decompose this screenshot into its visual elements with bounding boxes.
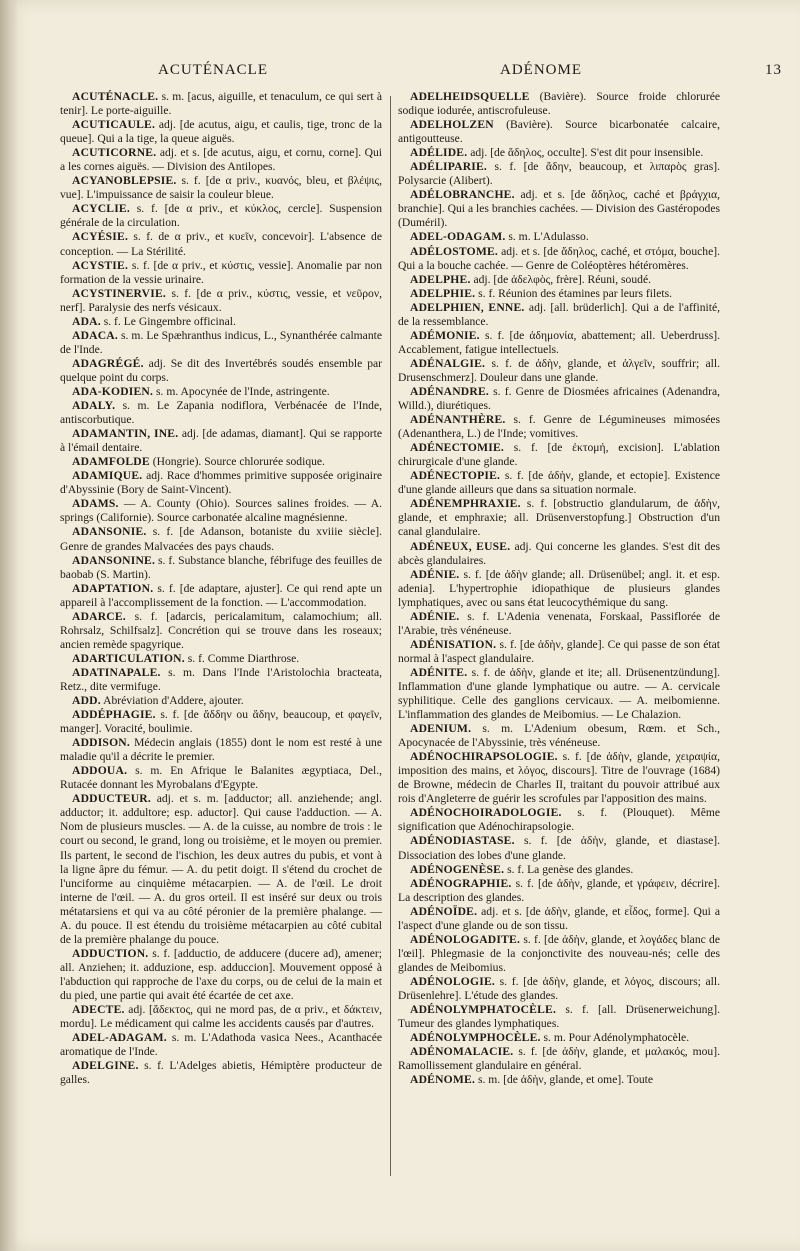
entry-headword: ADÉNECTOPIE. xyxy=(410,469,501,483)
entry-headword: ADA-KODIEN. xyxy=(72,384,154,398)
entry-definition: adj. Race d'hommes primitive supposée originaire d'Abyssinie (Bory de Saint-Vincent). xyxy=(60,469,382,497)
entry-definition: s. f. [de α priv., κυανός, bleu, et βλέψις, vue]. L'impuissance de saisir la couleur bleue. xyxy=(60,174,382,202)
dictionary-entry xyxy=(398,245,720,273)
header-last-entry: ADÉNOME xyxy=(500,62,582,78)
dictionary-entry xyxy=(398,806,720,834)
entry-headword: ACYSTIE. xyxy=(72,258,129,272)
dictionary-entry xyxy=(398,933,720,975)
entry-definition: (Bavière). Source froide chlorurée sodique iodurée, antiscrofuleuse. xyxy=(398,90,720,118)
dictionary-entry xyxy=(398,877,720,905)
entry-headword: ADÉNOCHOIRADOLOGIE. xyxy=(410,806,562,820)
entry-definition: s. f. [de ἐκτομή, excision]. L'ablation chirurgicale d'une glande. xyxy=(398,441,720,469)
entry-headword: ADÉLOBRANCHE. xyxy=(410,188,515,202)
entry-headword: ADÉNOLYMPHATOCÈLE. xyxy=(410,1003,557,1017)
entry-headword: ADÉNODIASTASE. xyxy=(410,834,515,848)
entry-headword: ADDOUA. xyxy=(72,764,128,778)
dictionary-entry xyxy=(398,413,720,441)
entry-definition: Abréviation d'Addere, ajouter. xyxy=(103,694,244,708)
entry-definition: s. f. de α priv., et κυεῖν, concevoir]. L'absence de conception. — La Stérilité. xyxy=(60,230,382,258)
entry-headword: ADARCE. xyxy=(72,609,126,623)
entry-headword: ADÉNALGIE. xyxy=(410,356,486,370)
entry-headword: ADÉNOGENÈSE. xyxy=(410,862,505,876)
entry-definition: adj. et s. [de ἄδηλος, caché et βράγχια, branchie]. Qui a les branchies cachées. — Division des Gastéropodes (Duméril). xyxy=(398,188,721,230)
dictionary-entry xyxy=(398,357,720,385)
entry-definition: s. f. Réunion des étamines par leurs filets. xyxy=(478,286,672,300)
entry-headword: ADÉNISATION. xyxy=(410,637,497,651)
entry-headword: ADELPHIE. xyxy=(410,286,476,300)
page-number: 13 xyxy=(765,62,782,78)
entry-headword: ADD. xyxy=(72,694,101,708)
entry-definition: adj. et s. m. [adductor; all. anziehende; angl. adductor; it. addultore; esp. aductor]. Qui cause l'adduction. — A. Nom de plusieurs muscles. — A. de la cuisse, au nombre de trois : le court ou second, le grand, long ou troisième, et le moyen ou premier. Ils partent, le second de l'ischion, les deux autres du pubis, et vont à la ligne âpre du fémur. — A. du petit doigt. Il s'étend du crochet de l'unciforme au cinquième métacarpien. — A. de l'œil. Le droit interne de l'œil. — A. du gros orteil. Il est inséré sur deux ou trois métatarsiens et qui va au côté péronier de la première phalange. — A. du pouce. Il est étendu du troisième métacarpien au côté cubital de la première phalange du pouce. xyxy=(60,792,382,946)
entry-definition: — A. County (Ohio). Sources salines froides. — A. springs (Californie). Source carbonatée alcaline magnésienne. xyxy=(60,497,382,525)
dictionary-entry xyxy=(398,722,720,750)
header-first-entry: ACUTÉNACLE xyxy=(158,62,268,78)
entry-definition: s. f. [adductio, de adducere (ducere ad), amener; all. Anziehen; it. adduzione, esp. adduccion]. Mouvement opposé à l'abduction qui rapproche de l'axe du corps, ou de celui de la main et du pied, une partie qui avait été écartée de cet axe. xyxy=(60,946,382,1002)
entry-headword: ADAMFOLDE xyxy=(72,455,150,469)
entry-definition: s. f. [adarcis, pericalamitum, calamochium; all. Rohrsalz, Schilfsalz]. Concrétion qui se trouve dans les roseaux; ancien remède spagyrique. xyxy=(60,609,382,651)
dictionary-entry xyxy=(398,905,720,933)
dictionary-entry xyxy=(398,750,720,806)
entry-definition: (Hongrie). Source chlorurée sodique. xyxy=(152,455,325,469)
entry-definition: s. f. [de ἀδὴν glande; all. Drüsenübel; angl. it. et esp. adenia]. L'hypertrophie idiopathique de plusieurs glandes lymphatiques, avec ou sans état leucocythémique du sang. xyxy=(398,567,721,609)
entry-definition: s. f. Genre de Diosmées africaines (Adenandra, Willd.), diurétiques. xyxy=(398,384,720,413)
dictionary-entry xyxy=(60,399,382,427)
entry-definition: adj. et s. [de acutus, aigu, et cornu, corne]. Qui a les cornes aiguës. — Division des Antilopes. xyxy=(60,146,382,174)
dictionary-entry xyxy=(60,357,382,385)
entry-headword: ADEL-ODAGAM. xyxy=(410,230,506,244)
right-column xyxy=(398,90,720,1087)
dictionary-entry xyxy=(60,315,382,329)
entry-headword: ADÉNOMALACIE. xyxy=(410,1045,514,1059)
dictionary-entry xyxy=(60,329,382,357)
entry-definition: adj. [de ἄδηλος, occulte]. S'est dit pour insensible. xyxy=(470,146,704,160)
dictionary-entry xyxy=(398,329,720,357)
dictionary-entry xyxy=(60,497,382,525)
dictionary-entry xyxy=(60,202,382,230)
entry-definition: Médecin anglais (1855) dont le nom est resté à une maladie qu'il a décrite le premier. xyxy=(60,736,382,764)
dictionary-entry xyxy=(60,90,382,118)
dictionary-entry xyxy=(60,455,382,469)
dictionary-entry xyxy=(60,525,382,553)
entry-headword: ADÉLIPARIE. xyxy=(410,160,488,174)
dictionary-entry xyxy=(60,792,382,947)
dictionary-entry xyxy=(398,834,720,862)
entry-headword: ADECTE. xyxy=(72,1003,125,1017)
entry-headword: ADÉMONIE. xyxy=(410,328,480,342)
entry-headword: ADELGINE. xyxy=(72,1059,139,1073)
entry-definition: s. f. [de α priv., et κύκλος, cercle]. Suspension générale de la circulation. xyxy=(60,202,382,230)
entry-definition: s. f. [de Adanson, botaniste du xviiie siècle]. Genre de grandes Malvacées des pays chauds. xyxy=(60,525,382,553)
entry-definition: adj. [de adamas, diamant]. Qui se rapporte à l'émail dentaire. xyxy=(60,427,382,455)
entry-headword: ADAMS. xyxy=(72,497,119,511)
entry-definition: s. f. [de ἀδὴν, glande, et μαλακός, mou]. Ramollissement glandulaire en général. xyxy=(398,1045,720,1073)
entry-definition: s. f. [de ἀδὴν, glande, et ectopie]. Existence d'une glande ailleurs que dans sa situation normale. xyxy=(398,469,720,497)
dictionary-entry xyxy=(398,160,720,188)
entry-headword: ADA. xyxy=(72,314,101,328)
entry-definition: s. f. [de α priv., et κύστις, vessie]. Anomalie par non formation de la vessie urinaire. xyxy=(60,258,382,286)
dictionary-entry xyxy=(398,666,720,722)
entry-headword: ADELHEIDSQUELLE xyxy=(410,90,530,103)
dictionary-entry xyxy=(398,540,720,568)
dictionary-entry xyxy=(60,582,382,610)
entry-headword: ADELPHE. xyxy=(410,272,471,286)
dictionary-entry xyxy=(60,708,382,736)
entry-definition: s. m. Pour Adénolymphatocèle. xyxy=(543,1031,690,1045)
entry-headword: ACYÉSIE. xyxy=(72,230,129,244)
entry-definition: s. m. [de ἀδὴν, glande, et ome]. Toute xyxy=(477,1073,654,1087)
entry-headword: ADDUCTION. xyxy=(72,946,149,960)
dictionary-entry xyxy=(398,1073,720,1087)
entry-headword: ACUTÉNACLE. xyxy=(72,90,159,103)
entry-headword: ADÉNOLOGADITE. xyxy=(410,932,521,946)
entry-definition: s. f. Comme Diarthrose. xyxy=(187,651,300,665)
dictionary-entry xyxy=(60,287,382,315)
entry-definition: s. m. [acus, aiguille, et tenaculum, ce qui sert à tenir]. Le porte-aiguille. xyxy=(60,90,382,118)
entry-definition: s. f. de ἀδὴν, glande et ite; all. Drüsenentzündung]. Inflammation d'une glande lymphatique ou autre. — A. cervicale syphilitique. Celle des ganglions cervicaux. — A. meibomienne. L'inflammation des glandes de Meibomius. — Le Chalazion. xyxy=(398,665,720,722)
entry-headword: ADARTICULATION. xyxy=(72,651,185,665)
dictionary-entry xyxy=(398,118,720,146)
running-header xyxy=(60,62,782,82)
column-divider xyxy=(390,96,391,1176)
entry-headword: ACUTICORNE. xyxy=(72,146,157,160)
dictionary-entry xyxy=(60,146,382,174)
entry-definition: s. f. [de adaptare, ajuster]. Ce qui rend apte un appareil à l'accomplissement de la fonction. — L'accommodation. xyxy=(60,581,383,609)
entry-headword: ADÉNOLOGIE. xyxy=(410,974,495,988)
entry-headword: ADELPHIEN, ENNE. xyxy=(410,300,525,314)
entry-headword: ADACA. xyxy=(72,328,118,342)
entry-headword: ACYSTINERVIE. xyxy=(72,286,166,300)
dictionary-entry xyxy=(60,652,382,666)
entry-definition: s. f. Genre de Légumineuses mimosées (Adenanthera, L.) de l'Inde; vomitives. xyxy=(398,413,721,441)
dictionary-entry xyxy=(60,230,382,258)
dictionary-entry xyxy=(398,1045,720,1073)
dictionary-entry xyxy=(60,1059,382,1087)
entry-headword: ADÉLOSTOME. xyxy=(410,244,498,258)
dictionary-entry xyxy=(398,188,720,230)
entry-headword: ADAGRÉGÉ. xyxy=(72,356,144,370)
entry-definition: s. m. Le Spæhranthus indicus, L., Synanthérée calmante de l'Inde. xyxy=(60,328,382,356)
dictionary-entry xyxy=(398,1031,720,1045)
dictionary-entry xyxy=(60,385,382,399)
dictionary-entry xyxy=(398,1003,720,1031)
entry-headword: ADÉNOME. xyxy=(410,1073,476,1087)
entry-definition: s. f. [all. Drüsenerweichung]. Tumeur des glandes lymphatiques. xyxy=(398,1003,720,1031)
entry-definition: s. f. (Plouquet). Même signification que Adénochirapsologie. xyxy=(398,806,720,834)
entry-definition: s. f. La genèse des glandes. xyxy=(507,862,634,876)
entry-definition: s. m. Apocynée de l'Inde, astringente. xyxy=(156,384,330,398)
entry-definition: s. f. [de ἀδημονία, abattement; all. Ueberdruss]. Accablement, fatigue intellectuels. xyxy=(398,328,720,356)
entry-headword: ADDISON. xyxy=(72,736,130,750)
entry-definition: s. f. de ἀδὴν, glande, et ἀλγεῖν, souffrir; all. Drusenschmerz]. Douleur dans une glande. xyxy=(398,356,720,384)
entry-headword: ADÉNITE. xyxy=(410,665,468,679)
dictionary-entry xyxy=(398,975,720,1003)
entry-headword: ADDÉPHAGIE. xyxy=(72,708,156,722)
dictionary-entry xyxy=(60,174,382,202)
dictionary-entry xyxy=(60,947,382,1003)
dictionary-entry xyxy=(60,427,382,455)
entry-definition: s. f. L'Adenia venenata, Forskaal, Passiflorée de l'Arabie, très vénéneuse. xyxy=(398,609,720,637)
entry-definition: s. f. [de ἀδὴν, glande]. Ce qui passe de son état normal à l'aspect glandulaire. xyxy=(398,637,721,665)
entry-headword: ADÉLIDE. xyxy=(410,146,468,160)
dictionary-entry xyxy=(398,497,720,539)
entry-definition: s. m. En Afrique le Balanites ægyptiaca, Del., Rutacée donnant les Myrobalans d'Egypte. xyxy=(60,764,382,792)
entry-definition: s. f. [de ἄδδην ou ἄδην, beaucoup, et φαγεῖν, manger]. Voracité, boulimie. xyxy=(60,708,382,736)
entry-definition: adj. et s. [de ἀδὴν, glande, et εἶδος, forme]. Qui a l'aspect d'une glande ou de son tissu. xyxy=(398,904,720,932)
dictionary-entry xyxy=(398,230,720,244)
dictionary-entry xyxy=(398,610,720,638)
dictionary-entry xyxy=(398,638,720,666)
dictionary-entry xyxy=(60,764,382,792)
entry-headword: ADÉNOLYMPHOCÈLE. xyxy=(410,1031,541,1045)
entry-definition: adj. et s. [de ἄδηλος, caché, et στόμα, bouche]. Qui a la bouche cachée. — Genre de Coléoptères hétéromères. xyxy=(398,244,720,272)
entry-definition: s. f. Le Gingembre officinal. xyxy=(103,314,236,328)
entry-headword: ADELHOLZEN xyxy=(410,118,494,132)
entry-definition: s. m. Le Zapania nodiflora, Verbénacée de l'Inde, antiscorbutique. xyxy=(60,399,382,427)
entry-headword: ADENIUM. xyxy=(410,722,472,736)
entry-definition: s. f. [de ἀδὴν, glande, et diastase]. Dissociation des lobes d'une glande. xyxy=(398,834,720,862)
dictionary-entry xyxy=(60,694,382,708)
entry-definition: s. f. [de ἀδὴν, glande, χειραψία, imposition des mains, et λόγος, discours]. Titre de l'ouvrage (1684) de Browne, médecin de Charles II, traitant du pouvoir attribué aux rois d'Angleterre de guérir les scrofules par l'apposition des mains. xyxy=(398,750,720,806)
dictionary-entry xyxy=(398,441,720,469)
dictionary-entry xyxy=(60,259,382,287)
dictionary-entry xyxy=(398,385,720,413)
entry-definition: s. f. [de ἀδὴν, glande, et λογάδες blanc de l'œil]. Phlegmasie de la conjonctivite des nouveau-nés; celle des glandes de Meibomius. xyxy=(398,932,720,974)
entry-headword: ACUTICAULE. xyxy=(72,118,156,132)
dictionary-entry xyxy=(60,554,382,582)
entry-definition: adj. [de acutus, aigu, et caulis, tige, tronc de la queue]. Qui a la tige, la queue aiguës. xyxy=(60,118,382,146)
entry-definition: s. m. L'Adulasso. xyxy=(508,230,589,244)
dictionary-entry xyxy=(60,118,382,146)
entry-definition: s. f. L'Adelges abietis, Hémiptère producteur de galles. xyxy=(60,1059,382,1087)
entry-headword: ADÉNANTHÈRE. xyxy=(410,413,506,427)
entry-headword: ADÉNOÏDE. xyxy=(410,904,478,918)
entry-headword: ADÉNEUX, EUSE. xyxy=(410,539,511,553)
entry-definition: adj. [all. brüderlich]. Qui a de l'affinité, de la ressemblance. xyxy=(398,300,720,328)
entry-definition: adj. [ἄδεκτος, qui ne mord pas, de α priv., et δάκτειν, mordu]. Le médicament qui calme les accidents causés par d'autres. xyxy=(60,1003,382,1031)
entry-headword: ADÉNIE. xyxy=(410,567,460,581)
entry-definition: s. m. Dans l'Inde l'Aristolochia bracteata, Retz., dite vermifuge. xyxy=(60,665,382,693)
dictionary-entry xyxy=(60,736,382,764)
entry-headword: ADÉNECTOMIE. xyxy=(410,441,504,455)
entry-headword: ADÉNEMPHRAXIE. xyxy=(410,497,521,511)
entry-headword: ACYCLIE. xyxy=(72,202,130,216)
dictionary-entry xyxy=(60,666,382,694)
dictionary-entry xyxy=(60,1003,382,1031)
dictionary-entry xyxy=(398,863,720,877)
dictionary-entry xyxy=(398,273,720,287)
entry-definition: s. f. [de ἄδην, beaucoup, et λιπαρὸς gras]. Polysarcie (Alibert). xyxy=(398,160,721,188)
entry-definition: adj. Se dit des Invertébrés soudés ensemble par quelque point du corps. xyxy=(60,356,382,384)
entry-definition: s. f. Substance blanche, fébrifuge des feuilles de baobab (S. Martin). xyxy=(60,553,382,581)
entry-headword: ADÉNOCHIRAPSOLOGIE. xyxy=(410,750,558,764)
entry-headword: ADATINAPALE. xyxy=(72,665,161,679)
entry-definition: s. m. L'Adenium obesum, Rœm. et Sch., Apocynacée de l'Abyssinie, très vénéneuse. xyxy=(398,722,720,750)
entry-definition: (Bavière). Source bicarbonatée calcaire, antigoutteuse. xyxy=(398,118,720,146)
dictionary-entry xyxy=(398,469,720,497)
book-spine-shadow xyxy=(0,0,18,1251)
entry-headword: ADDUCTEUR. xyxy=(72,792,151,806)
entry-definition: s. f. [obstructio glandularum, de ἀδὴν, glande, et emphraxie; all. Drüsenverstopfung.] Obstruction d'un canal glandulaire. xyxy=(398,497,720,539)
entry-headword: ADANSONINE. xyxy=(72,553,156,567)
entry-headword: ADÉNANDRE. xyxy=(410,384,489,398)
entry-definition: s. f. [de ἀδὴν, glande, et λόγος, discours; all. Drüsenlehre]. L'étude des glandes. xyxy=(398,974,721,1002)
dictionary-entry xyxy=(60,610,382,652)
dictionary-entry xyxy=(398,301,720,329)
dictionary-entry xyxy=(398,287,720,301)
entry-headword: ADALY. xyxy=(72,399,116,413)
entry-definition: adj. Qui concerne les glandes. S'est dit des abcès glandulaires. xyxy=(398,539,720,567)
dictionary-entry xyxy=(60,469,382,497)
entry-headword: ADAMANTIN, INE. xyxy=(72,427,179,441)
entry-headword: ADAPTATION. xyxy=(72,581,154,595)
dictionary-entry xyxy=(60,1031,382,1059)
entry-definition: s. f. [de ἀδὴν, glande, et γράφειν, décrire]. La description des glandes. xyxy=(398,876,720,904)
dictionary-entry xyxy=(398,90,720,118)
entry-definition: s. m. L'Adathoda vasica Nees., Acanthacée aromatique de l'Inde. xyxy=(60,1031,382,1059)
entry-headword: ADÉNOGRAPHIE. xyxy=(410,876,512,890)
entry-definition: s. f. [de α priv., κύστις, vessie, et νεῦρον, nerf]. Paralysie des nerfs vésicaux. xyxy=(60,286,382,314)
entry-headword: ADAMIQUE. xyxy=(72,469,143,483)
entry-headword: ADÉNIE. xyxy=(410,609,460,623)
entry-headword: ADEL-ADAGAM. xyxy=(72,1031,167,1045)
left-column xyxy=(60,90,382,1087)
dictionary-entry xyxy=(398,568,720,610)
entry-headword: ACYANOBLEPSIE. xyxy=(72,174,177,188)
dictionary-entry xyxy=(398,146,720,160)
entry-headword: ADANSONIE. xyxy=(72,525,147,539)
entry-definition: adj. [de ἀδελφὸς, frère]. Réuni, soudé. xyxy=(473,272,651,286)
